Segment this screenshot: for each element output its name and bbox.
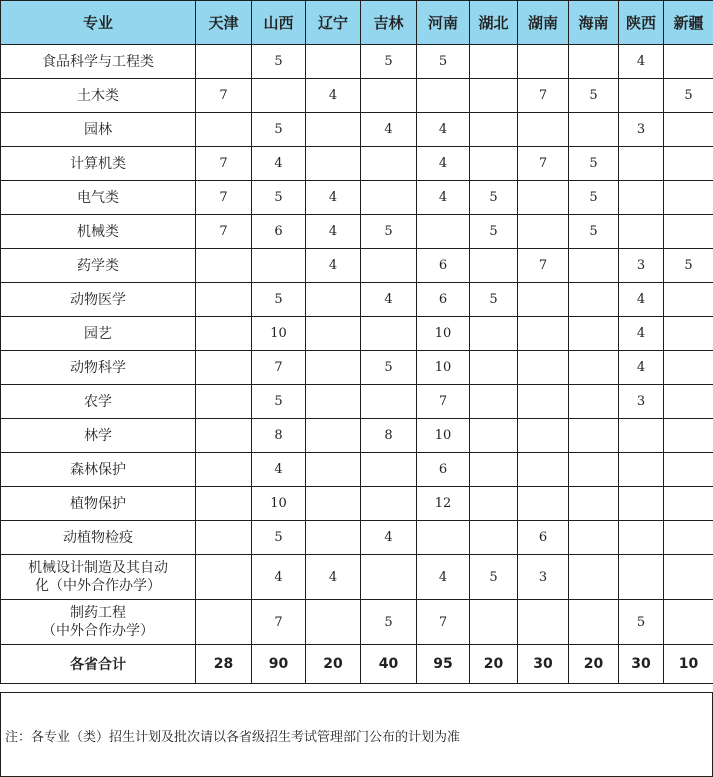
major-cell [1, 351, 196, 385]
total-cell: 28 [196, 645, 252, 684]
major-name-line: 制药工程 [70, 605, 126, 621]
quota-cell [664, 113, 713, 147]
quota-cell [361, 453, 417, 487]
quota-cell [619, 181, 664, 215]
quota-cell [306, 385, 361, 419]
major-name-line: 电气类 [77, 189, 119, 206]
quota-cell: 4 [252, 555, 306, 600]
quota-cell [518, 487, 569, 521]
quota-cell [361, 181, 417, 215]
quota-cell [470, 419, 518, 453]
quota-cell [518, 283, 569, 317]
total-cell: 95 [417, 645, 470, 684]
quota-cell: 5 [470, 215, 518, 249]
quota-cell: 5 [252, 113, 306, 147]
major-name-line: 园林 [84, 121, 112, 138]
quota-cell [306, 317, 361, 351]
major-cell [1, 555, 196, 600]
major-name-line: 园艺 [84, 325, 112, 342]
quota-cell [306, 487, 361, 521]
quota-cell: 10 [252, 317, 306, 351]
major-name-line: 农学 [84, 393, 112, 410]
quota-cell: 7 [196, 79, 252, 113]
quota-cell: 4 [619, 283, 664, 317]
quota-cell [619, 453, 664, 487]
quota-cell [664, 487, 713, 521]
quota-cell [306, 521, 361, 555]
table-row [1, 453, 713, 487]
major-cell [1, 249, 196, 283]
quota-cell [664, 45, 713, 79]
quota-cell [361, 487, 417, 521]
major-cell [1, 487, 196, 521]
quota-cell [306, 419, 361, 453]
quota-cell: 4 [361, 521, 417, 555]
quota-cell [518, 385, 569, 419]
total-cell: 20 [470, 645, 518, 684]
major-cell [1, 79, 196, 113]
quota-cell: 5 [664, 79, 713, 113]
quota-cell: 5 [252, 181, 306, 215]
quota-cell [569, 555, 619, 600]
footnote-box [0, 692, 713, 777]
quota-cell [664, 215, 713, 249]
quota-cell [196, 385, 252, 419]
major-name-line: 食品科学与工程类 [42, 53, 154, 70]
quota-cell: 5 [470, 181, 518, 215]
quota-cell: 4 [619, 317, 664, 351]
quota-cell [664, 317, 713, 351]
quota-cell [470, 79, 518, 113]
quota-cell [252, 79, 306, 113]
table-row [1, 487, 713, 521]
quota-cell [619, 487, 664, 521]
header-province: 河南 [417, 1, 470, 45]
quota-cell [306, 453, 361, 487]
quota-cell: 5 [252, 283, 306, 317]
quota-cell: 4 [306, 555, 361, 600]
quota-cell: 5 [361, 351, 417, 385]
quota-cell: 7 [252, 600, 306, 645]
table-row [1, 351, 713, 385]
quota-cell [196, 419, 252, 453]
quota-cell [196, 317, 252, 351]
quota-cell [417, 79, 470, 113]
quota-cell: 6 [417, 249, 470, 283]
total-cell: 20 [569, 645, 619, 684]
major-cell [1, 419, 196, 453]
quota-cell: 7 [252, 351, 306, 385]
quota-cell [518, 419, 569, 453]
quota-cell [470, 317, 518, 351]
quota-cell: 5 [569, 79, 619, 113]
quota-cell: 3 [619, 249, 664, 283]
major-name-line: 动植物检疫 [63, 529, 133, 546]
quota-cell [664, 419, 713, 453]
major-name-line: 林学 [84, 427, 112, 444]
quota-cell [664, 351, 713, 385]
total-cell: 40 [361, 645, 417, 684]
quota-cell: 7 [417, 600, 470, 645]
major-cell [1, 45, 196, 79]
quota-cell: 5 [361, 45, 417, 79]
table-row [1, 600, 713, 645]
quota-cell: 4 [361, 283, 417, 317]
quota-cell [518, 351, 569, 385]
quota-cell: 5 [361, 600, 417, 645]
quota-cell [664, 385, 713, 419]
quota-cell: 4 [619, 351, 664, 385]
quota-cell [664, 600, 713, 645]
quota-cell [518, 113, 569, 147]
quota-cell: 10 [417, 351, 470, 385]
quota-cell [569, 317, 619, 351]
quota-cell: 10 [252, 487, 306, 521]
quota-cell: 10 [417, 317, 470, 351]
quota-cell [518, 45, 569, 79]
quota-cell [361, 249, 417, 283]
quota-cell [619, 521, 664, 555]
quota-cell [306, 147, 361, 181]
table-body [1, 45, 713, 684]
quota-cell [361, 385, 417, 419]
quota-cell [196, 283, 252, 317]
major-cell [1, 317, 196, 351]
header-province: 吉林 [361, 1, 417, 45]
quota-cell [306, 283, 361, 317]
quota-cell: 5 [664, 249, 713, 283]
quota-cell [196, 453, 252, 487]
table-header-row [1, 1, 713, 45]
quota-cell [361, 555, 417, 600]
major-cell [1, 600, 196, 645]
major-name-line: 化（中外合作办学） [35, 578, 161, 594]
quota-cell: 5 [569, 215, 619, 249]
quota-cell: 3 [518, 555, 569, 600]
quota-cell [470, 147, 518, 181]
header-province: 陕西 [619, 1, 664, 45]
quota-cell [619, 147, 664, 181]
quota-cell [470, 351, 518, 385]
quota-cell [569, 521, 619, 555]
quota-cell: 10 [417, 419, 470, 453]
major-name-line: 植物保护 [70, 495, 126, 512]
major-cell [1, 181, 196, 215]
major-name-line: 药学类 [77, 257, 119, 274]
table-row [1, 113, 713, 147]
quota-cell [306, 351, 361, 385]
quota-cell [417, 521, 470, 555]
major-cell [1, 215, 196, 249]
quota-cell: 7 [518, 79, 569, 113]
quota-cell [470, 521, 518, 555]
quota-cell [619, 215, 664, 249]
table-row [1, 181, 713, 215]
quota-cell [664, 555, 713, 600]
quota-cell: 7 [196, 147, 252, 181]
quota-cell: 4 [306, 79, 361, 113]
quota-cell [569, 113, 619, 147]
quota-cell: 5 [252, 385, 306, 419]
quota-cell [518, 453, 569, 487]
table-row [1, 79, 713, 113]
quota-cell [470, 385, 518, 419]
quota-cell: 7 [518, 249, 569, 283]
major-cell [1, 521, 196, 555]
quota-cell: 5 [470, 555, 518, 600]
quota-cell [470, 453, 518, 487]
major-cell [1, 283, 196, 317]
quota-cell: 7 [196, 181, 252, 215]
table-row [1, 147, 713, 181]
quota-cell [619, 79, 664, 113]
major-name-line: 机械设计制造及其自动 [28, 560, 168, 576]
totals-row [1, 645, 713, 684]
quota-cell: 4 [619, 45, 664, 79]
total-cell: 90 [252, 645, 306, 684]
header-province: 湖北 [470, 1, 518, 45]
quota-cell: 4 [417, 113, 470, 147]
quota-cell [196, 555, 252, 600]
table-row [1, 45, 713, 79]
quota-cell [664, 453, 713, 487]
major-name-line: 计算机类 [70, 155, 126, 172]
quota-cell [569, 600, 619, 645]
quota-cell: 6 [252, 215, 306, 249]
quota-cell [569, 249, 619, 283]
quota-cell: 5 [470, 283, 518, 317]
quota-cell [619, 555, 664, 600]
quota-cell [664, 147, 713, 181]
quota-cell: 4 [306, 249, 361, 283]
quota-cell: 8 [252, 419, 306, 453]
total-cell: 10 [664, 645, 713, 684]
quota-cell: 5 [252, 521, 306, 555]
quota-cell [619, 419, 664, 453]
major-name-line: 土木类 [77, 87, 119, 104]
quota-cell [306, 113, 361, 147]
quota-cell [196, 600, 252, 645]
quota-cell [664, 521, 713, 555]
major-name-line: （中外合作办学） [42, 623, 154, 639]
header-province: 辽宁 [306, 1, 361, 45]
quota-cell: 7 [417, 385, 470, 419]
quota-cell: 4 [306, 181, 361, 215]
header-province: 新疆 [664, 1, 713, 45]
table-row [1, 385, 713, 419]
footnote-text: 注：各专业（类）招生计划及批次请以各省级招生考试管理部门公布的计划为准 [5, 730, 461, 745]
quota-cell: 5 [569, 147, 619, 181]
total-cell: 20 [306, 645, 361, 684]
quota-cell [196, 249, 252, 283]
quota-cell [569, 283, 619, 317]
quota-cell: 4 [417, 147, 470, 181]
quota-cell [306, 45, 361, 79]
header-province: 湖南 [518, 1, 569, 45]
table-row [1, 419, 713, 453]
quota-cell [569, 453, 619, 487]
quota-cell [196, 113, 252, 147]
quota-cell [518, 600, 569, 645]
table-row [1, 249, 713, 283]
table-row [1, 521, 713, 555]
quota-cell: 4 [252, 453, 306, 487]
quota-cell [518, 317, 569, 351]
quota-cell: 5 [619, 600, 664, 645]
quota-cell [361, 147, 417, 181]
quota-cell [196, 521, 252, 555]
quota-cell: 4 [306, 215, 361, 249]
quota-cell: 4 [417, 555, 470, 600]
quota-cell: 7 [518, 147, 569, 181]
quota-cell [518, 215, 569, 249]
quota-cell [196, 351, 252, 385]
major-cell [1, 385, 196, 419]
quota-cell [569, 487, 619, 521]
quota-cell: 4 [361, 113, 417, 147]
quota-cell: 6 [417, 283, 470, 317]
quota-cell [417, 215, 470, 249]
quota-cell [569, 45, 619, 79]
major-name-line: 森林保护 [70, 461, 126, 478]
quota-cell: 8 [361, 419, 417, 453]
quota-cell [569, 419, 619, 453]
quota-cell: 3 [619, 113, 664, 147]
header-major: 专业 [1, 1, 196, 45]
quota-cell [196, 487, 252, 521]
total-cell: 30 [619, 645, 664, 684]
quota-cell: 5 [417, 45, 470, 79]
table-row [1, 555, 713, 600]
major-cell [1, 113, 196, 147]
quota-cell: 6 [417, 453, 470, 487]
quota-cell [470, 45, 518, 79]
quota-cell [470, 600, 518, 645]
header-province: 海南 [569, 1, 619, 45]
quota-cell [252, 249, 306, 283]
major-cell [1, 147, 196, 181]
quota-cell: 6 [518, 521, 569, 555]
quota-cell [518, 181, 569, 215]
quota-cell [361, 79, 417, 113]
quota-cell [664, 181, 713, 215]
quota-cell [569, 385, 619, 419]
quota-cell [470, 249, 518, 283]
quota-cell: 3 [619, 385, 664, 419]
quota-cell [196, 45, 252, 79]
quota-cell [664, 283, 713, 317]
quota-cell [569, 351, 619, 385]
totals-label: 各省合计 [1, 645, 196, 684]
quota-cell: 12 [417, 487, 470, 521]
quota-cell: 7 [196, 215, 252, 249]
header-province: 天津 [196, 1, 252, 45]
major-name-line: 机械类 [77, 223, 119, 240]
major-name-line: 动物科学 [70, 359, 126, 376]
table-row [1, 283, 713, 317]
table-row [1, 317, 713, 351]
quota-cell [470, 487, 518, 521]
quota-cell: 4 [252, 147, 306, 181]
table-row [1, 215, 713, 249]
major-name-line: 动物医学 [70, 291, 126, 308]
quota-cell: 5 [252, 45, 306, 79]
quota-cell: 4 [417, 181, 470, 215]
quota-cell [361, 317, 417, 351]
quota-cell: 5 [361, 215, 417, 249]
quota-cell [306, 600, 361, 645]
quota-cell [470, 113, 518, 147]
header-province: 山西 [252, 1, 306, 45]
major-cell [1, 453, 196, 487]
total-cell: 30 [518, 645, 569, 684]
quota-cell: 5 [569, 181, 619, 215]
